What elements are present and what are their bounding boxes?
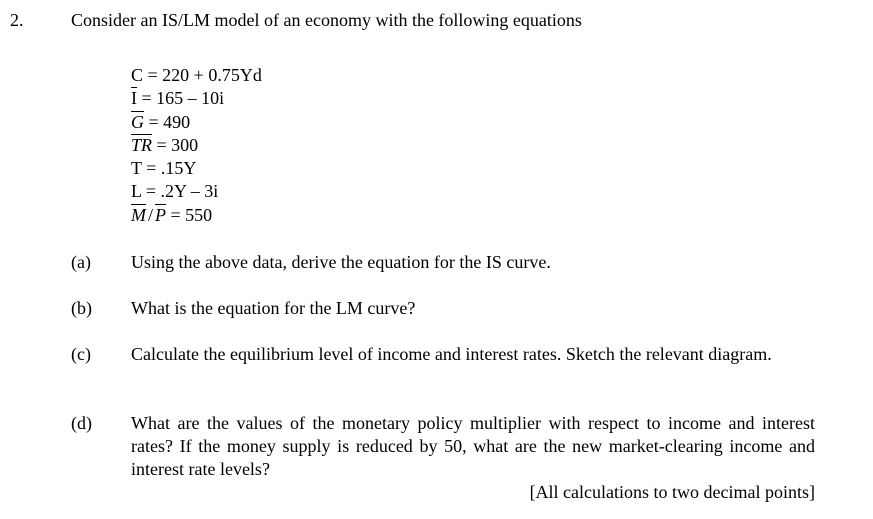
equation-lhs: $\overline{G}$ [131, 112, 144, 132]
equation-rhs: = 165 – 10i [141, 88, 225, 108]
equation-real-money-supply [131, 204, 212, 227]
equation-lhs: $\overline{I}$ [131, 88, 137, 108]
equation-m: $\overline{M}$ [131, 205, 146, 225]
question-number: 2. [10, 10, 24, 30]
part-text: Calculate the equilibrium level of income and interest rates. Sketch the relevant diagram. [131, 344, 772, 364]
part-label: (c) [71, 344, 91, 364]
calculation-note: [All calculations to two decimal points] [529, 482, 815, 502]
equation-consumption [131, 64, 262, 87]
equation-lhs: C [131, 65, 144, 85]
equation-lhs: L [131, 181, 142, 201]
equation-rhs: = 220 + 0.75Yd [147, 65, 262, 85]
part-label: (b) [71, 298, 92, 318]
part-text: What is the equation for the LM curve? [131, 298, 416, 318]
equation-investment [131, 87, 224, 110]
equation-slash: / [148, 205, 154, 225]
equation-money-demand [131, 180, 218, 203]
equation-transfers [131, 134, 198, 157]
equation-rhs: = 550 [170, 205, 213, 225]
part-label: (a) [71, 252, 91, 272]
equation-p: $\overline{P}$ [155, 205, 167, 225]
part-label: (d) [71, 413, 92, 433]
part-text: What are the values of the monetary policy multiplier with respect to income and interest rates? If the money supply is reduced by 50, what are the new market-clearing income and interest rate levels? [131, 413, 815, 479]
equation-rhs: = 300 [156, 135, 199, 155]
question-intro: Consider an IS/LM model of an economy with the following equations [71, 10, 582, 30]
equation-lhs: T [131, 158, 142, 178]
part-text: Using the above data, derive the equation for the IS curve. [131, 252, 551, 272]
equation-taxes [131, 157, 196, 180]
equation-lhs: $\overline{TR}$ [131, 135, 153, 155]
equation-rhs: = .15Y [146, 158, 197, 178]
equation-rhs: = .2Y – 3i [145, 181, 219, 201]
equation-government [131, 111, 190, 134]
equation-rhs: = 490 [148, 112, 191, 132]
